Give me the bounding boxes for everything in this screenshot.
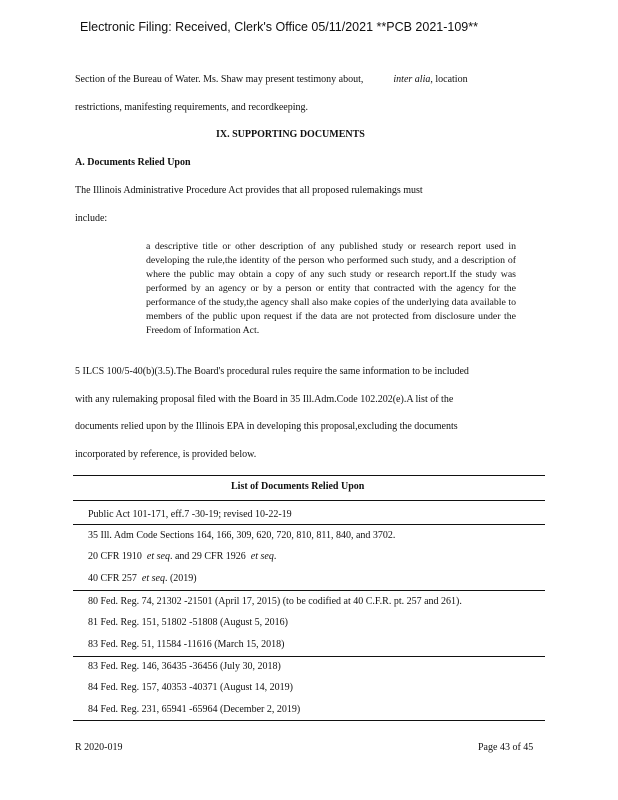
paragraph-2-line-2: include: xyxy=(75,213,108,224)
table-row: 84 Fed. Reg. 231, 65941 -65964 (December 2, 2019) xyxy=(88,704,301,715)
table-row: 35 Ill. Adm Code Sections 164, 166, 309, 620, 720, 810, 811, 840, and 3702. xyxy=(88,530,396,541)
table-row xyxy=(88,551,276,562)
paragraph-3-line-1: 5 ILCS 100/5-40(b)(3.5).The Board's procedural rules require the same information to be included xyxy=(75,366,469,377)
italic-text: et seq xyxy=(250,551,274,562)
paragraph-1-line-2: restrictions, manifesting requirements, and recordkeeping. xyxy=(75,102,308,113)
table-row: 83 Fed. Reg. 146, 36435 -36456 (July 30, 2018) xyxy=(88,661,281,672)
paragraph-3-line-2: with any rulemaking proposal filed with the Board in 35 Ill.Adm.Code 102.202(e).A list of the xyxy=(75,394,454,405)
text-span: , location xyxy=(430,74,468,85)
table-rule xyxy=(73,524,545,525)
table-header-rule xyxy=(73,500,545,501)
table-row: Public Act 101-171, eff.7 -30-19; revised 10-22-19 xyxy=(88,509,292,520)
paragraph-3-line-4: incorporated by reference, is provided below. xyxy=(75,449,257,460)
paragraph-1-line-1 xyxy=(75,74,468,85)
text-span: 20 CFR 1910 xyxy=(88,551,142,562)
section-heading: IX. SUPPORTING DOCUMENTS xyxy=(216,129,365,140)
italic-text: et seq xyxy=(146,551,170,562)
table-row: 81 Fed. Reg. 151, 51802 -51808 (August 5, 2016) xyxy=(88,617,288,628)
paragraph-3-line-3: documents relied upon by the Illinois EPA in developing this proposal,excluding the documents xyxy=(75,421,458,432)
subheading: A. Documents Relied Upon xyxy=(75,157,191,168)
filing-stamp-header: Electronic Filing: Received, Clerk's Office 05/11/2021 **PCB 2021-109** xyxy=(80,20,478,34)
table-rule xyxy=(73,590,545,591)
text-span: Section of the Bureau of Water. Ms. Shaw may present testimony about, xyxy=(75,74,364,85)
docket-number: R 2020-019 xyxy=(75,742,123,753)
table-title: List of Documents Relied Upon xyxy=(231,481,365,492)
italic-text: et seq xyxy=(141,573,165,584)
table-top-rule xyxy=(73,475,545,476)
page-number: Page 43 of 45 xyxy=(478,742,534,753)
text-span: . (2019) xyxy=(164,573,197,584)
table-rule xyxy=(73,656,545,657)
table-row: 80 Fed. Reg. 74, 21302 -21501 (April 17, 2015) (to be codified at 40 C.F.R. pt. 257 and 261). xyxy=(88,596,462,607)
table-row: 83 Fed. Reg. 51, 11584 -11616 (March 15, 2018) xyxy=(88,639,285,650)
text-span: . xyxy=(273,551,277,562)
table-row xyxy=(88,573,197,584)
table-row: 84 Fed. Reg. 157, 40353 -40371 (August 14, 2019) xyxy=(88,682,293,693)
italic-text: inter alia xyxy=(393,74,431,85)
paragraph-2-line-1: The Illinois Administrative Procedure Act provides that all proposed rulemakings must xyxy=(75,185,423,196)
block-quote: a descriptive title or other description of any published study or research report used in developing the rule,the identity of the person who performed such study, and a description of where the public may obtain a copy of any such study or research report.If the study was performed by an agency or by a person or entity that contracted with the agency for the performance of the study,the agency shall also make copies of the underlying data available to members of the public upon request if the data are not protected from disclosure under the Freedom of Information Act. xyxy=(146,241,516,336)
text-span: . and 29 CFR 1926 xyxy=(169,551,246,562)
table-bottom-rule xyxy=(73,720,545,721)
text-span: 40 CFR 257 xyxy=(88,573,137,584)
